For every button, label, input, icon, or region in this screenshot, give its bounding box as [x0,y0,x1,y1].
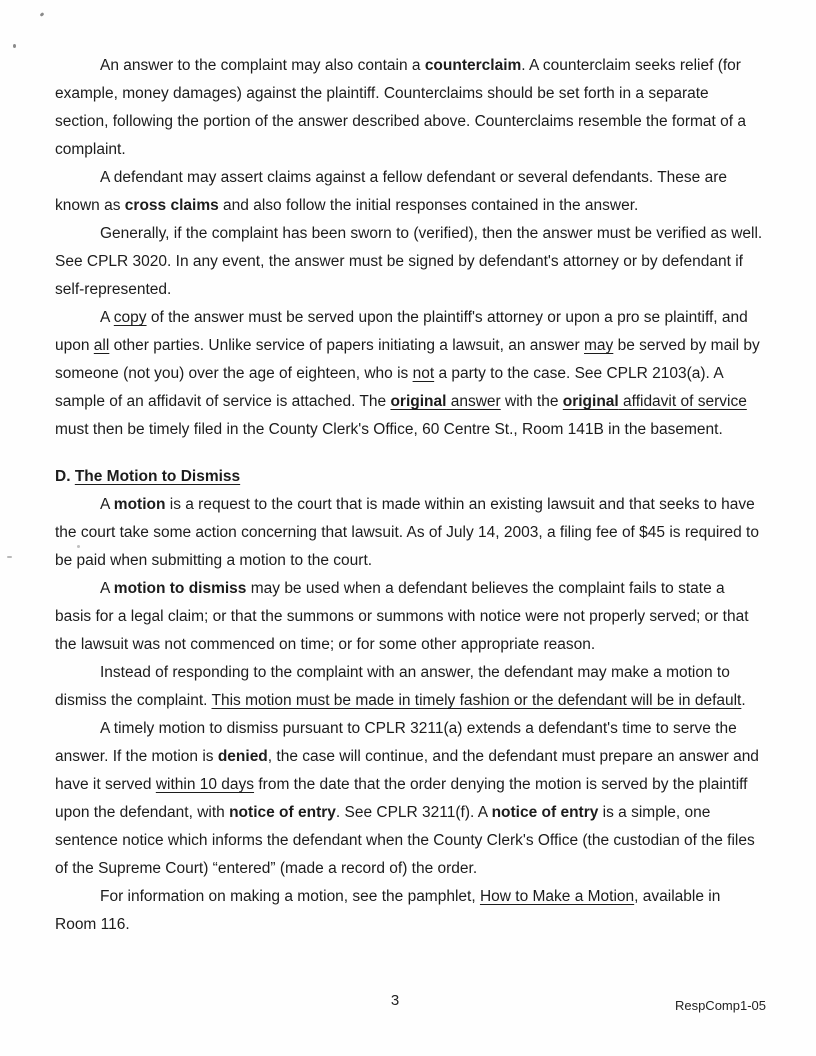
page-number: 3 [390,992,400,1009]
text-run: An answer to the complaint may also contain a [100,57,425,74]
text-run: motion to dismiss [113,580,247,597]
paragraph [55,220,763,304]
paragraph [55,164,763,220]
scan-artifact [40,12,45,17]
text-run: , the case will continue, and the defendant must prepare an answer and have it served [55,748,759,793]
text-run: A [100,580,114,597]
text-run: is a simple, one sentence notice which informs the defendant when the County Clerk's Office (the custodian of the files of the Supreme Court) “entered” (made a record of) the order. [55,804,755,877]
text-run: , available in Room 116. [55,888,721,933]
paragraph [55,52,763,164]
text-run: all [93,337,110,354]
text-run: The Motion to Dismiss [74,468,241,485]
text-run: This motion must be made in timely fashion or the defendant will be in default [211,692,742,709]
text-run: motion [113,496,166,513]
text-run: A [100,496,114,513]
text-run: of the answer must be served upon the plaintiff's attorney or upon a pro se plaintiff, and upon [55,309,748,354]
paragraph [55,304,763,444]
text-run: original [390,393,447,410]
text-run: is a request to the court that is made within an existing lawsuit and that seeks to have the court take some action concerning that lawsuit. As of July 14, 2003, a filing fee of $45 is required to be paid when submitting a motion to the court. [55,496,759,569]
text-run: counterclaim [424,57,522,74]
text-run: Generally, if the complaint has been sworn to (verified), then the answer must be verified as well. See CPLR 3020. In any event, the answer must be signed by defendant's attorney or by defendant if self-represented. [55,225,763,298]
text-run: answer [446,393,501,410]
document-body [55,52,763,939]
text-run: from the date that the order denying the motion is served by the plaintiff upon the defendant, with [55,776,748,821]
text-run: a party to the case. See CPLR 2103(a). A sample of an affidavit of service is attached. The [55,365,723,410]
paragraph [55,883,763,939]
text-run: Instead of responding to the complaint with an answer, the defendant may make a motion to dismiss the complaint. [55,664,730,709]
section-heading [55,463,763,491]
text-run: A [100,309,114,326]
text-run: A defendant may assert claims against a fellow defendant or several defendants. These are known as [55,169,727,214]
paragraph [55,715,763,883]
text-run: may be used when a defendant believes the complaint fails to state a basis for a legal claim; or that the summons or summons with notice were not properly served; or that the lawsuit was not commenced on time; or for some other appropriate reason. [55,580,749,653]
text-run: How to Make a Motion [479,888,635,905]
text-run: and also follow the initial responses contained in the answer. [218,197,639,214]
text-run: copy [113,309,147,326]
scan-artifact [13,44,16,48]
text-run: denied [217,748,268,765]
paragraph [55,575,763,659]
text-run: be served by mail by someone (not you) over the age of eighteen, who is [55,337,760,382]
paragraph [55,659,763,715]
text-run: . [741,692,746,709]
text-run: must then be timely filed in the County Clerk's Office, 60 Centre St., Room 141B in the basement. [55,421,723,438]
text-run: within 10 days [155,776,255,793]
document-code: RespComp1-05 [674,998,766,1013]
text-run: with the [500,393,563,410]
text-run: may [584,337,614,354]
text-run: . A counterclaim seeks relief (for example, money damages) against the plaintiff. Counterclaims should be set forth in a separate section, following the portion of the answer described above. Counterclaims resemble the format of a complaint. [55,57,746,158]
text-run: other parties. Unlike service of papers initiating a lawsuit, an answer [109,337,585,354]
text-run: A timely motion to dismiss pursuant to CPLR 3211(a) extends a defendant's time to serve the answer. If the motion is [55,720,737,765]
text-run: . See CPLR 3211(f). A [335,804,492,821]
text-run: original [562,393,619,410]
scan-artifact [7,556,12,558]
text-run: not [412,365,435,382]
text-run: For information on making a motion, see the pamphlet, [100,888,480,905]
text-run: cross claims [124,197,219,214]
text-run: notice of entry [491,804,599,821]
text-run: D. [55,468,75,485]
text-run: notice of entry [229,804,336,821]
text-run: affidavit of service [618,393,747,410]
paragraph [55,491,763,575]
